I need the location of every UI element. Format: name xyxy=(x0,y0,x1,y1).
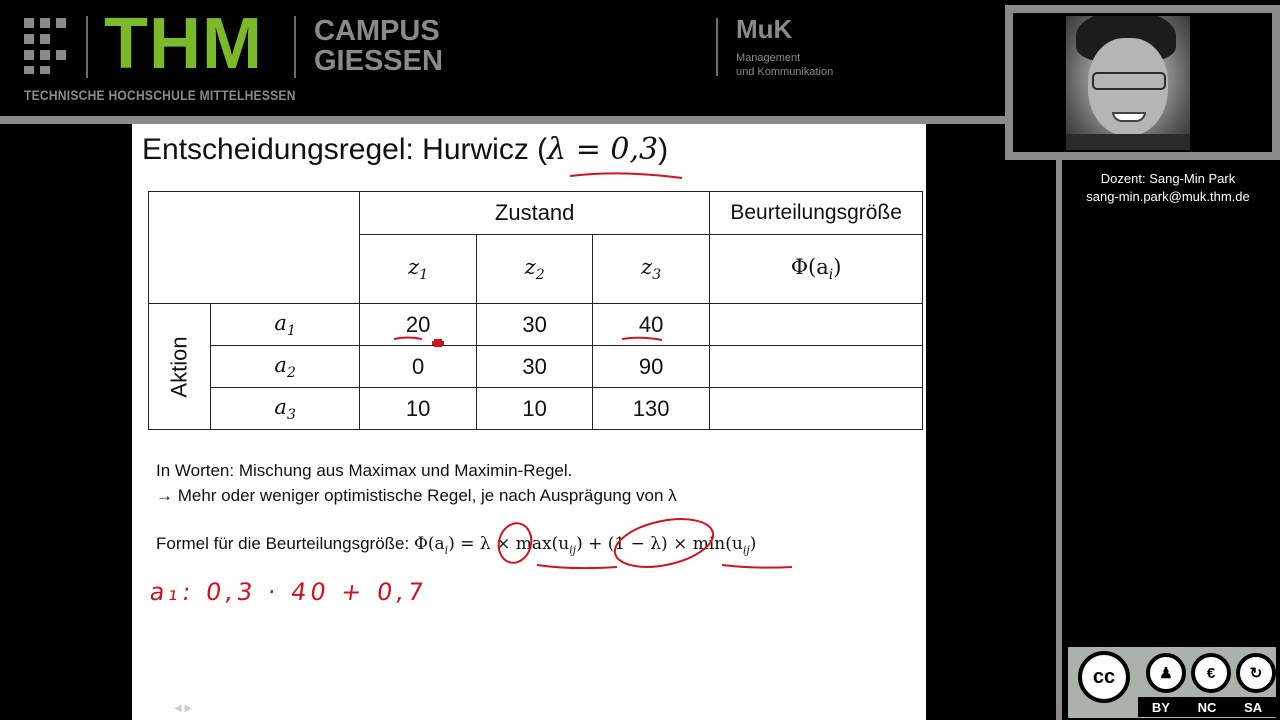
presenter-name: Dozent: Sang-Min Park xyxy=(1100,171,1236,186)
decision-matrix xyxy=(148,191,923,430)
action-a3: $a_3$ xyxy=(211,388,360,430)
glasses-icon xyxy=(1092,72,1166,90)
aktion-label-cell xyxy=(149,304,211,430)
explanation-text xyxy=(156,459,677,508)
zustand-header: Zustand xyxy=(360,192,710,235)
table-row xyxy=(149,346,923,388)
handwritten-calculation: a₁: 0,3 · 40 + 0,7 xyxy=(148,578,430,606)
cell-a1-z2: 30 xyxy=(477,304,593,346)
formula-math: $\Phi(a_i) = \lambda \times \max(u_{ij}) + (1 - \lambda) \times \min(u_{ij})$ xyxy=(413,534,757,557)
cell-a2-z1: 0 xyxy=(360,346,477,388)
campus-divider xyxy=(294,16,296,78)
z2-header: $z_2$ xyxy=(477,235,593,304)
campus-line2: GIESSEN xyxy=(314,45,443,78)
title-text: Entscheidungsregel: Hurwicz ( xyxy=(142,133,548,166)
cell-a3-z3: 130 xyxy=(593,388,710,430)
cell-a1-z1: 20 xyxy=(360,304,477,346)
corner-cell xyxy=(149,192,360,304)
presenter-video xyxy=(1066,16,1190,150)
thm-subtitle: TECHNISCHE HOCHSCHULE MITTELHESSEN xyxy=(24,87,296,103)
frame-top-bar xyxy=(0,116,1062,124)
phi-header: $\Phi(a_i)$ xyxy=(710,235,923,304)
campus-label xyxy=(314,16,443,77)
muk-logo: MuK xyxy=(736,14,793,44)
z1-header: $z_1$ xyxy=(360,235,477,304)
title-underline xyxy=(570,173,682,178)
cell-a3-z1: 10 xyxy=(360,388,477,430)
phi-a1 xyxy=(710,304,923,346)
muk-subtitle xyxy=(736,52,833,80)
cell-a2-z3: 90 xyxy=(593,346,710,388)
formula-line xyxy=(156,532,756,558)
license-by: BY xyxy=(1151,699,1170,715)
phi-a3 xyxy=(710,388,923,430)
underline-max xyxy=(537,565,617,568)
cell-a1-z3: 40 xyxy=(593,304,710,346)
underline-min xyxy=(722,565,792,568)
slide xyxy=(132,124,926,720)
thm-logo: THM xyxy=(104,4,263,84)
cell-a3-z2: 10 xyxy=(477,388,593,430)
title-close: ) xyxy=(658,133,669,166)
aktion-label: Aktion xyxy=(166,335,192,398)
cc-icon: cc xyxy=(1078,651,1130,703)
license-sa: SA xyxy=(1244,699,1263,715)
nc-noncommercial-icon: € xyxy=(1191,653,1231,693)
cc-license-badge xyxy=(1066,645,1278,720)
z3-header: $z_3$ xyxy=(593,235,710,304)
thm-logo-grid-icon xyxy=(24,18,68,78)
muk-divider xyxy=(716,18,718,76)
presenter-info xyxy=(1062,170,1274,206)
slide-nav-arrows-icon[interactable]: ◀ ▶ xyxy=(174,703,193,714)
explanation-line1: In Worten: Mischung aus Maximax und Maximin-Regel. xyxy=(156,461,573,480)
table-row xyxy=(149,304,923,346)
frame-right-bar xyxy=(1056,116,1062,720)
campus-line1: CAMPUS xyxy=(314,15,440,47)
beurteilung-header: Beurteilungsgröße xyxy=(710,192,923,235)
cell-a2-z2: 30 xyxy=(477,346,593,388)
by-attribution-icon: ♟ xyxy=(1146,653,1186,693)
table-row xyxy=(149,388,923,430)
sa-sharealike-icon: ↻ xyxy=(1236,653,1276,693)
formula-label: Formel für die Beurteilungsgröße: xyxy=(156,534,414,553)
license-nc: NC xyxy=(1197,699,1217,715)
muk-sub-line1: Management xyxy=(736,52,801,64)
muk-sub-line2: und Kommunikation xyxy=(736,65,834,78)
license-labels xyxy=(1138,697,1276,717)
phi-a2 xyxy=(710,346,923,388)
presenter-email: sang-min.park@muk.thm.de xyxy=(1086,189,1250,205)
title-math: λ = 0,3 xyxy=(547,132,659,167)
explanation-line2: → Mehr oder weniger optimistische Regel, je nach Ausprägung von λ xyxy=(156,485,677,505)
slide-title xyxy=(142,132,668,168)
action-a1: $a_1$ xyxy=(211,304,360,346)
logo-divider xyxy=(86,16,88,78)
action-a2: $a_2$ xyxy=(211,346,360,388)
